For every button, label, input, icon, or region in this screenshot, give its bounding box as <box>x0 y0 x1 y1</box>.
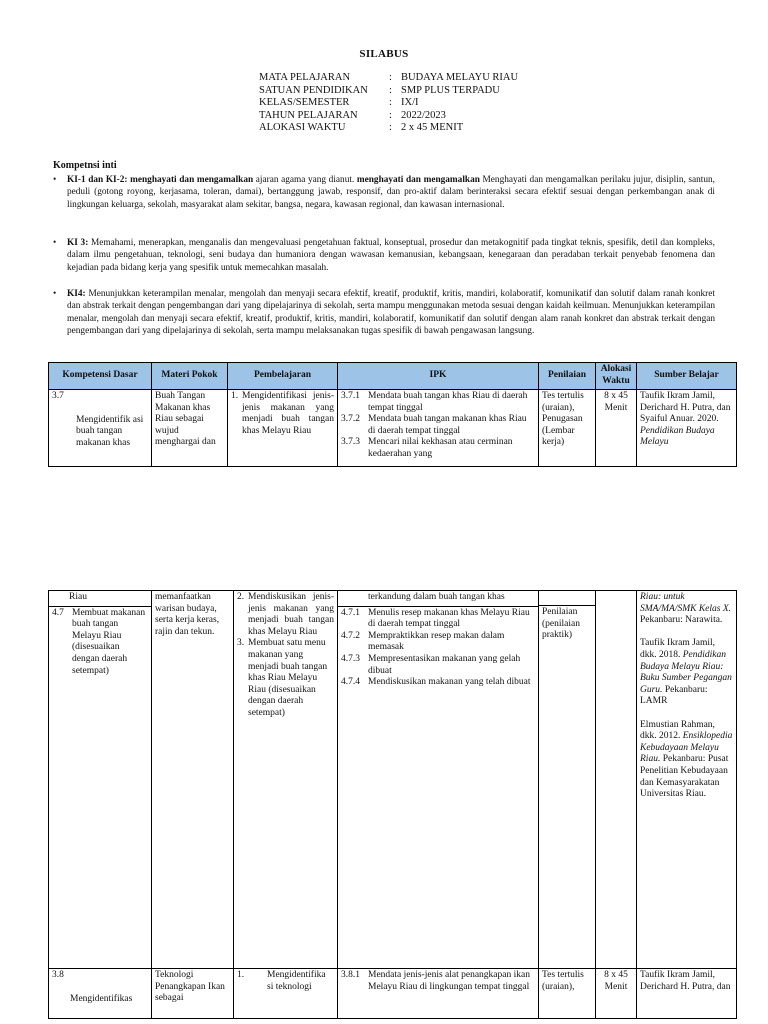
ipk-number: 4.7.4 <box>341 677 360 688</box>
ipk-number: 4.7.1 <box>341 607 360 618</box>
penilaian-text: Penilaian (penilaian praktik) <box>542 607 580 641</box>
syllabus-meta <box>259 72 518 135</box>
pembelajaran-cell <box>234 591 338 969</box>
meta-row <box>259 110 518 123</box>
table-header-row <box>49 363 737 390</box>
sumber-text: Taufik Ikram Jamil, Derichard H. Putra, dan Syaiful Anuar. 2020. <box>640 391 731 425</box>
kd-continuation: Riau <box>49 591 151 607</box>
list-number: 1. <box>237 970 245 980</box>
ki-4-item <box>53 288 715 337</box>
meta-value: 2 x 45 MENIT <box>401 122 464 134</box>
table-row <box>49 969 737 1019</box>
table-row <box>49 591 737 969</box>
sumber-title: Pendidikan Budaya Melayu Riau: Buku Sumber Pegangan Guru. <box>640 649 732 695</box>
list-text: Mengidentifika si teknologi <box>267 970 326 992</box>
meta-value: SMP PLUS TERPADU <box>401 84 500 96</box>
sumber-cell <box>637 591 737 969</box>
sumber-text: Pekanbaru: Narawita. <box>640 615 723 626</box>
ki-1-2-text <box>67 174 715 211</box>
meta-separator: : <box>389 109 392 121</box>
kd-text: Mengidentifikas <box>70 993 133 1004</box>
kd-cell <box>49 969 152 1019</box>
meta-row <box>259 122 518 135</box>
kd-number: 3.8 <box>52 970 64 980</box>
list-number: 1. <box>231 391 239 401</box>
ipk-text: Mempresentasikan makanan yang gelah dibuat <box>368 653 521 676</box>
ipk-text: Mendiskusikan makanan yang telah dibuat <box>368 677 531 688</box>
ipk-continuation: terkandung dalam buah tangan khas <box>338 591 538 607</box>
header-kompetensi-dasar: Kompetensi Dasar <box>49 363 152 390</box>
materi-cell: memanfaatkan warisan budaya, serta kerja keras, rajin dan tekun. <box>152 591 234 969</box>
meta-value: 2022/2023 <box>401 109 446 121</box>
ki-label: KI4: <box>67 289 86 299</box>
kd-text: Mengidentifik asi buah tangan makanan khas <box>76 414 144 448</box>
kd-cell <box>49 390 152 467</box>
ipk-cell <box>338 969 539 1019</box>
ipk-cell <box>338 390 539 467</box>
ki-3-item <box>53 237 715 274</box>
penilaian-cell <box>539 591 596 969</box>
meta-separator: : <box>389 97 392 109</box>
list-text: Mendiskusikan jenis-jenis makanan yang menjadi buah tangan khas Melayu Riau <box>248 592 334 637</box>
penilaian-cell: Tes tertulis (uraian), <box>539 969 596 1019</box>
list-text: Mengidentifikasi jenis-jenis makanan yang menjadi buah tangan khas Melayu Riau <box>242 391 334 436</box>
ipk-text: Mendata jenis-jenis alat penangkapan ikan Melayu Riau di lingkungan tempat tinggal <box>368 970 530 992</box>
kd-cell <box>49 591 152 969</box>
ipk-number: 3.7.1 <box>341 391 360 401</box>
meta-separator: : <box>389 84 392 96</box>
ki-3-text <box>67 237 715 274</box>
ki-label: KI 3: <box>67 238 89 248</box>
ki-1-2-item <box>53 174 715 211</box>
pembelajaran-cell <box>234 969 338 1019</box>
ipk-cell <box>338 591 539 969</box>
table-row <box>49 390 737 467</box>
kompetensi-inti-heading: Kompetnsi inti <box>53 160 117 171</box>
list-number: 2. <box>237 592 245 602</box>
header-penilaian: Penilaian <box>539 363 596 390</box>
ipk-text: Mendata buah tangan khas Riau di daerah tempat tinggal <box>368 391 528 413</box>
sumber-title: Ensiklopedia Kebudayaan Melayu Riau. <box>640 731 733 765</box>
header-alokasi-waktu: Alokasi Waktu <box>596 363 637 390</box>
meta-label: TAHUN PELAJARAN <box>259 109 358 121</box>
ipk-number: 3.7.3 <box>341 437 360 448</box>
ipk-text: Mempraktikkan resep makan dalam memasak <box>368 630 505 653</box>
kd-number: 3.7 <box>52 391 64 401</box>
header-pembelajaran: Pembelajaran <box>228 363 338 390</box>
ipk-text: Mendata buah tangan makanan khas Riau di daerah tempat tinggal <box>368 414 527 436</box>
ipk-text: Mencari nilai kekhasan atau cerminan kedaerahan yang <box>368 437 513 459</box>
ipk-number: 3.8.1 <box>341 970 360 980</box>
ki-text-part: Memahami, menerapkan, menganalis dan mengevaluasi pengetahuan faktual, konseptual, prosedur dan metakognitif pada tingkat teknis, spesifik, detil dan kompleks, dalam ilmu pengetahuan, teknologi, seni budaya dan humaniora dengan wawasan kemanusian, kebangsaan, kenegaraan dan peradaban terkait penyebab fenomena dan kejadian pada bidang kerja yang spesifik untuk memecahkan masalah. <box>67 238 715 273</box>
ki-label: KI-1 dan KI-2: <box>67 175 128 185</box>
sumber-title: Pendidikan Budaya Melayu <box>640 425 715 448</box>
ki-text-part: Menghayati dan mengamalkan perilaku jujur, disiplin, santun, peduli (gotong royong, kerjasama, toleran, damai), bertanggung jawab, responsif, dan pro-aktif dalam berinteraksi secara efektif sesuai dengan perkembangan anak di lingkungan keluarga, sekolah, masyarakat alam sekitar, bangsa, negara, kawasan regional, dan kawasan internasional. <box>67 175 716 210</box>
ipk-number: 3.7.2 <box>341 414 360 425</box>
meta-row <box>259 97 518 110</box>
meta-value: BUDAYA MELAYU RIAU <box>401 72 519 83</box>
sumber-text: Pekanbaru: Pusat Penelitian Kebudayaan dan Kemasyarakatan Universitas Riau. <box>640 754 729 800</box>
meta-label: MATA PELAJARAN <box>259 72 351 83</box>
syllabus-table-part1 <box>48 362 737 467</box>
meta-separator: : <box>389 122 392 134</box>
materi-cell: Teknologi Penangkapan Ikan sebagai <box>152 969 234 1019</box>
meta-value: IX/I <box>401 97 419 109</box>
ki-bold-phrase: menghayati dan mengamalkan <box>130 175 254 185</box>
ipk-text: Menulis resep makanan khas Melayu Riau di daerah tempat tinggal <box>368 607 530 630</box>
meta-label: ALOKASI WAKTU <box>259 122 346 134</box>
meta-separator: : <box>389 72 392 83</box>
alokasi-cell: 8 x 45 Menit <box>596 969 637 1019</box>
ki-4-text <box>67 288 715 337</box>
meta-label: SATUAN PENDIDIKAN <box>259 84 368 96</box>
sumber-cell: Taufik Ikram Jamil, Derichard H. Putra, dan <box>637 969 737 1019</box>
header-sumber-belajar: Sumber Belajar <box>637 363 737 390</box>
kd-number: 4.7 <box>52 607 64 618</box>
ki-text-part: ajaran agama yang dianut. <box>253 175 357 185</box>
meta-row <box>259 72 518 85</box>
sumber-title: Riau: untuk SMA/MA/SMK Kelas X. <box>640 592 732 614</box>
kd-text: Membuat makanan buah tangan Melayu Riau (disesuaikan dengan daerah setempat) <box>72 607 146 676</box>
materi-cell: Buah Tangan Makanan khas Riau sebagai wujud menghargai dan <box>152 390 228 467</box>
sumber-text: Pekanbaru: LAMR <box>640 684 708 707</box>
pembelajaran-cell <box>228 390 338 467</box>
ki-bold-phrase: menghayati dan mengamalkan <box>356 175 480 185</box>
alokasi-cell: 8 x 45 Menit <box>596 390 637 467</box>
sumber-text: Elmustian Rahman, dkk. 2012. <box>640 719 715 742</box>
penilaian-cell: Tes tertulis (uraian), Penugasan (Lembar kerja) <box>539 390 596 467</box>
header-materi-pokok: Materi Pokok <box>152 363 228 390</box>
header-ipk: IPK <box>338 363 539 390</box>
meta-row <box>259 85 518 98</box>
sumber-cell <box>637 390 737 467</box>
document-title: SILABUS <box>359 48 409 60</box>
ipk-number: 4.7.3 <box>341 653 360 664</box>
ipk-number: 4.7.2 <box>341 630 360 641</box>
ki-text-part: Menunjukkan keterampilan menalar, mengolah dan menyaji secara efektif, kreatif, produktif, kritis, mandiri, kolaboratif, komunikatif dan solutif dalam ranah konkret dan abstrak terkait dengan pengembangan dari yang dipelajarinya di sekolah, serta mampu menggunakan metoda sesuai dengan kaidah keilmuan. Menunjukkan keterampilan menalar, mengolah dan menyaji secara efektif, kreatif, produktif, kritis, mandiri, kolaboratif, komunikatif dan solutif dengan alam ranah konkret dan abstrak terkait dengan pengembangan dari yang dipelajarinya di sekolah, serta mampu melaksanakan tugas spesifik di bawah pengawasan langsung. <box>67 289 715 336</box>
alokasi-cell <box>596 591 637 969</box>
meta-label: KELAS/SEMESTER <box>259 97 350 109</box>
bullet: • <box>53 289 57 299</box>
bullet: • <box>53 238 57 248</box>
sumber-text: Taufik Ikram Jamil, dkk. 2018. <box>640 638 716 660</box>
list-number: 3. <box>237 638 245 649</box>
syllabus-table-part2 <box>48 590 737 1019</box>
list-text: Membuat satu menu makanan yang menjadi buah tangan khas Riau Melayu Riau (disesuaikan dengan daerah setempat) <box>248 638 328 718</box>
bullet: • <box>53 175 57 185</box>
